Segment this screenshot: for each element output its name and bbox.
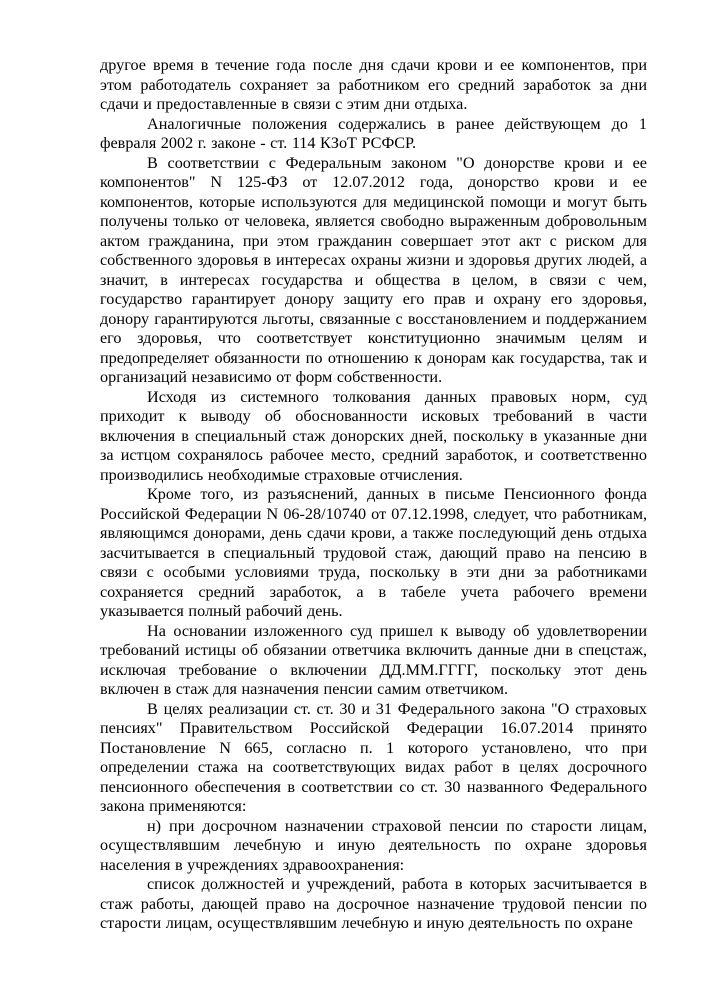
paragraph: Исходя из системного толкования данных правовых норм, суд приходит к выводу об обоснованности исковых требований в части включения в специальный стаж донорских дней, поскольку в указанные дни за истцом сохранялось рабочее место, средний заработок, и соответственно производились необходимые страховые отчисления. bbox=[100, 387, 647, 484]
paragraph: Аналогичные положения содержались в ранее действующем до 1 февраля 2002 г. законе - ст. 114 КЗоТ РСФСР. bbox=[100, 114, 647, 152]
paragraph-continuation: другое время в течение года после дня сдачи крови и ее компонентов, при этом работодатель сохраняет за работником его средний заработок за дни сдачи и предоставленные в связи с этим дни отдыха. bbox=[100, 56, 647, 113]
paragraph: На основании изложенного суд пришел к выводу об удовлетворении требований истицы об обязании ответчика включить данные дни в спецстаж, исключая требование о включении ДД.ММ.ГГГГ, поскольку этот день включен в стаж для назначения пенсии самим ответчиком. bbox=[100, 621, 647, 698]
paragraph: н) при досрочном назначении страховой пенсии по старости лицам, осуществлявшим лечебную и иную деятельность по охране здоровья населения в учреждениях здравоохранения: bbox=[100, 816, 647, 874]
paragraph: В целях реализации ст. ст. 30 и 31 Федерального закона "О страховых пенсиях" Правительством Российской Федерации 16.07.2014 принято Постановление N 665, согласно п. 1 которого установлено, что при определении стажа на соответствующих видах работ в целях досрочного пенсионного обеспечения в соответствии со ст. 30 названного Федерального закона применяются: bbox=[100, 699, 647, 815]
paragraph: Кроме того, из разъяснений, данных в письме Пенсионного фонда Российской Федерации N 06-28/10740 от 07.12.1998, следует, что работникам, являющимся донорами, день сдачи крови, а также последующий день отдыха засчитывается в специальный трудовой стаж, дающий право на пенсию в связи с особыми условиями труда, поскольку в эти дни за работниками сохраняется средний заработок, а в табеле учета рабочего времени указывается полный рабочий день. bbox=[100, 485, 647, 620]
paragraph: список должностей и учреждений, работа в которых засчитывается в стаж работы, дающей право на досрочное назначение трудовой пенсии по старости лицам, осуществлявшим лечебную и иную деятельность по охране bbox=[100, 875, 647, 932]
document-text-block bbox=[100, 56, 647, 934]
paragraph: В соответствии с Федеральным законом "О донорстве крови и ее компонентов" N 125-ФЗ от 12.07.2012 года, донорство крови и ее компонентов, которые используются для медицинской помощи и могут быть получены только от человека, является свободно выраженным добровольным актом гражданина, при этом гражданин совершает этот акт с риском для собственного здоровья в интересах охраны жизни и здоровья других людей, а значит, в интересах государства и общества в целом, в связи с чем, государство гарантирует донору защиту его прав и охрану его здоровья, донору гарантируются льготы, связанные с восстановлением и поддержанием его здоровья, что соответствует конституционно значимым целям и предопределяет обязанности по отношению к донорам как государства, так и организаций независимо от форм собственности. bbox=[100, 153, 647, 386]
